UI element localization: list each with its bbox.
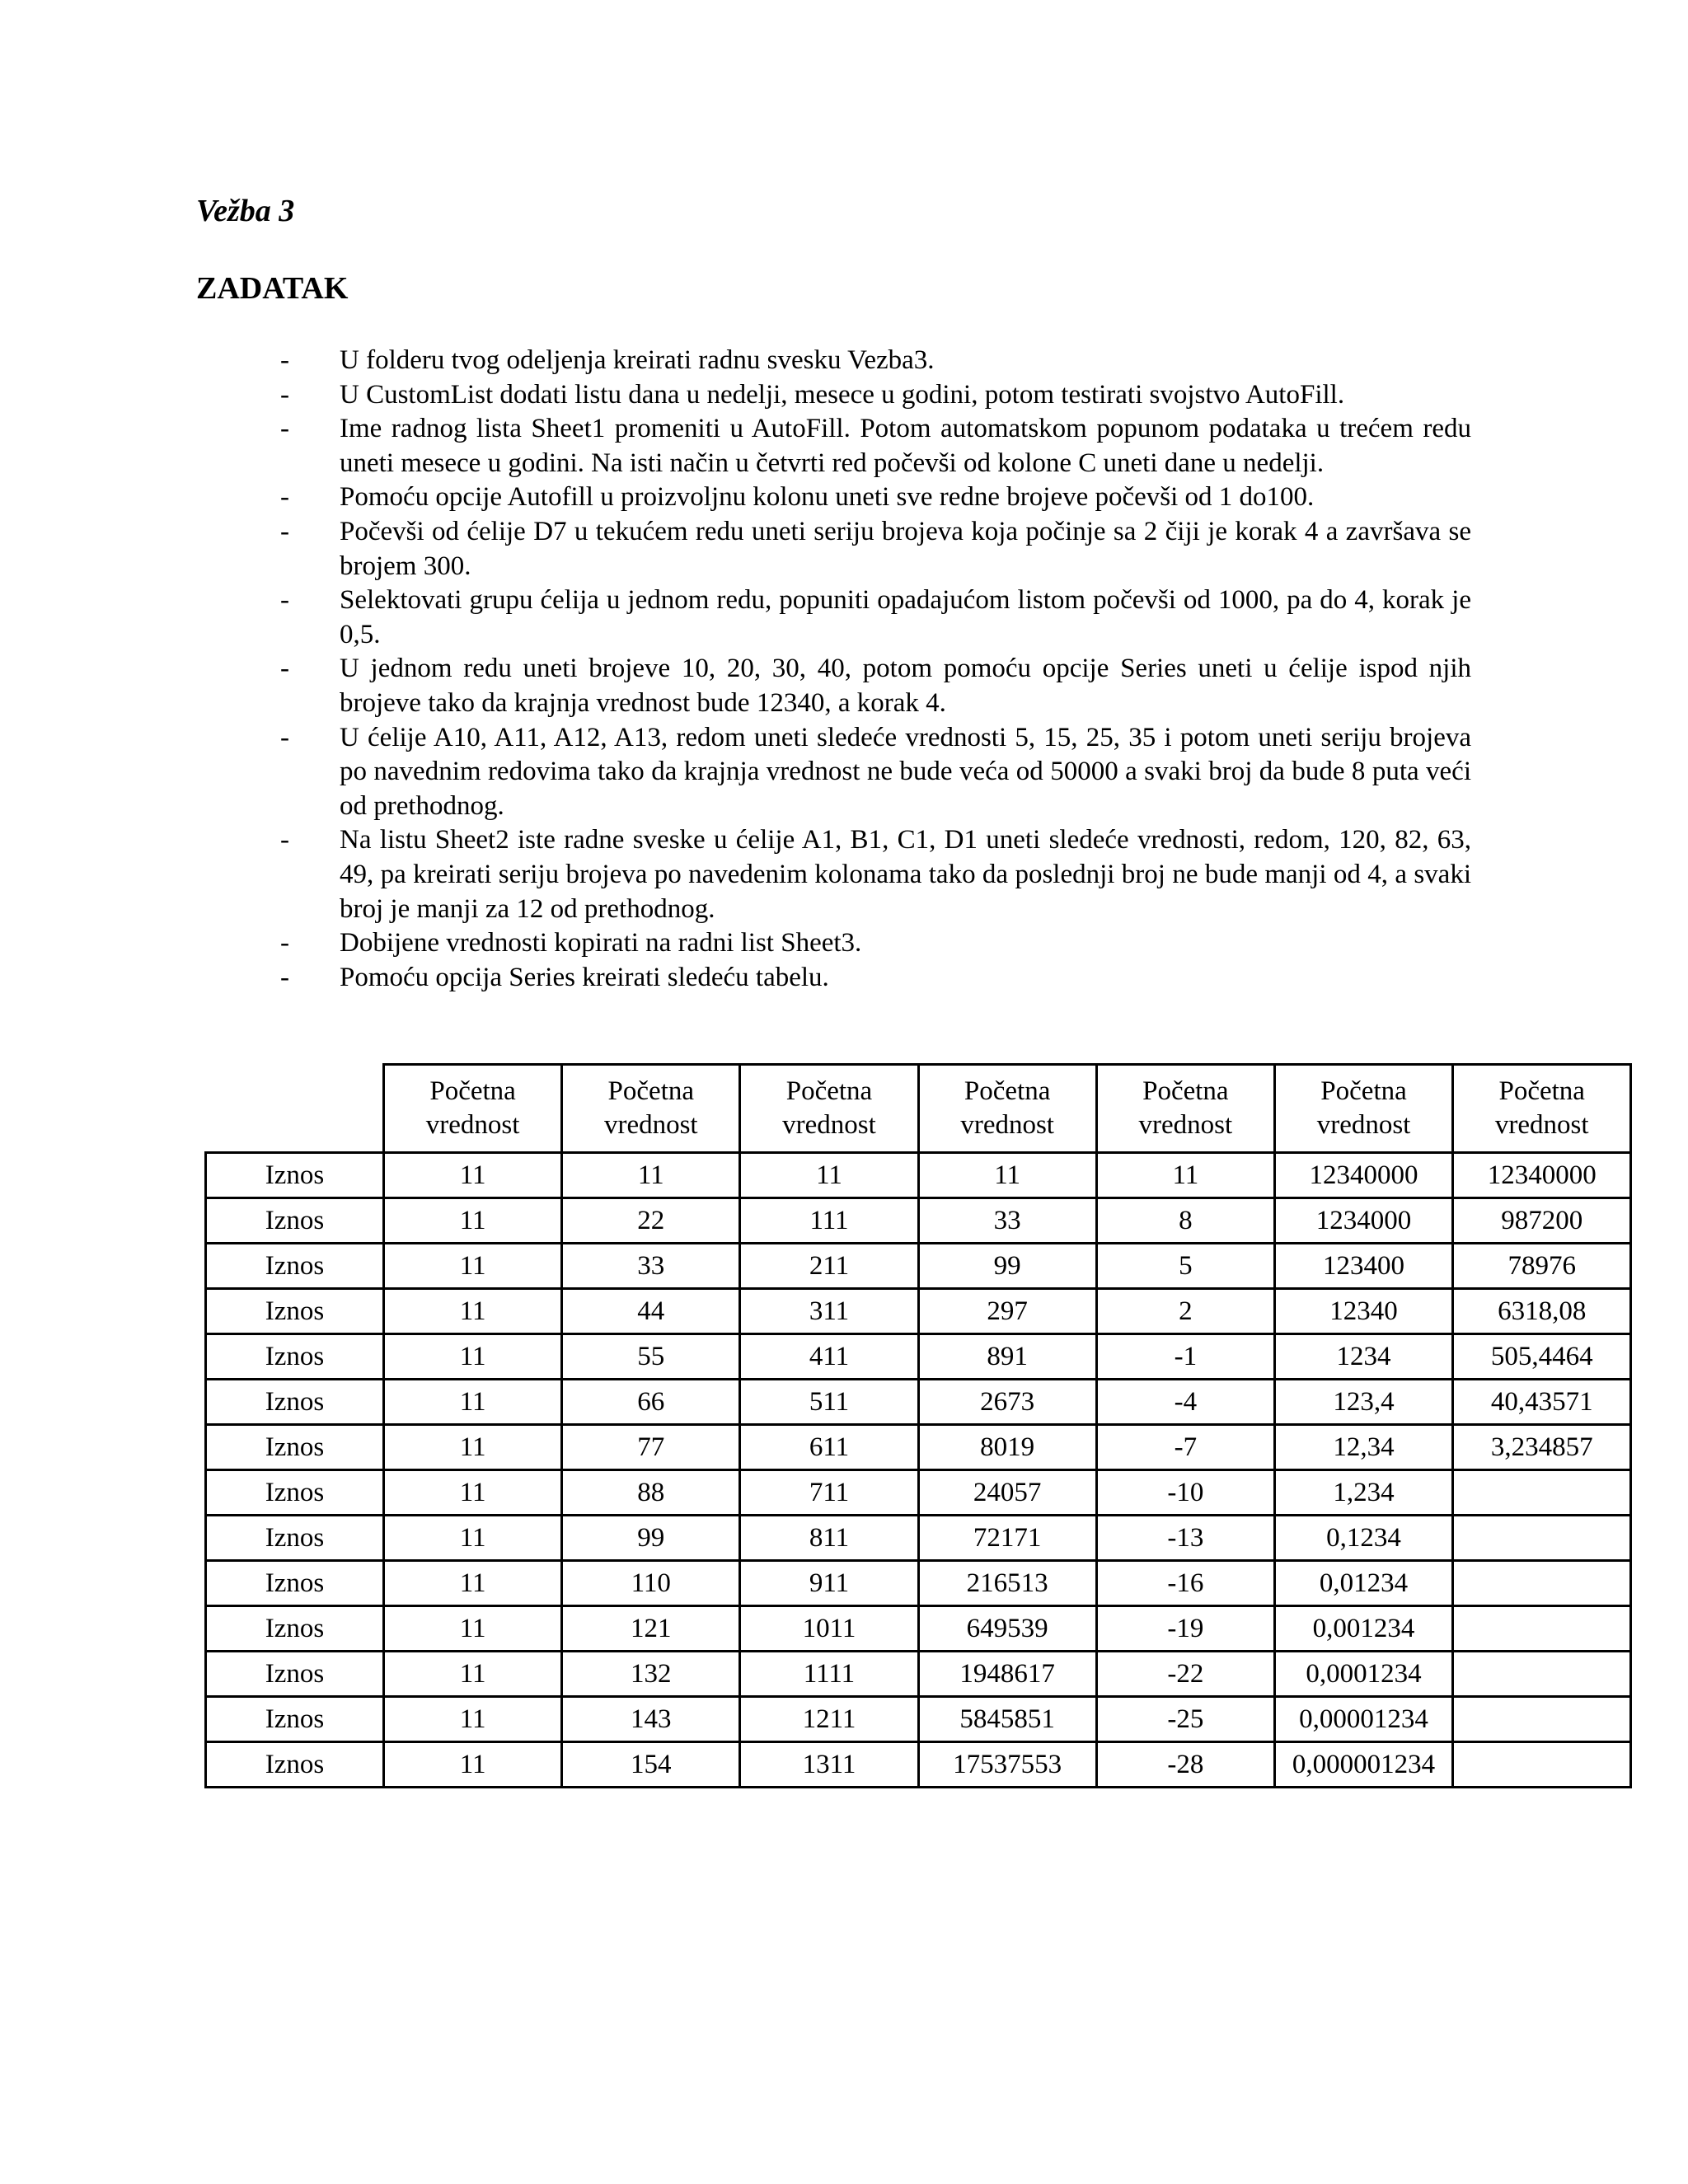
row-label-cell: Iznos: [206, 1652, 384, 1697]
list-bullet: -: [280, 825, 289, 855]
row-label-cell: Iznos: [206, 1334, 384, 1380]
table-cell: 511: [740, 1380, 918, 1425]
table-cell: 55: [562, 1334, 740, 1380]
table-cell: 0,01234: [1274, 1561, 1452, 1606]
list-item: [280, 378, 1471, 413]
table-cell: 1234: [1274, 1334, 1452, 1380]
table-cell: 216513: [918, 1561, 1096, 1606]
table-cell: -19: [1096, 1606, 1274, 1652]
row-label-cell: Iznos: [206, 1561, 384, 1606]
task-text: Ime radnog lista Sheet1 promeniti u AutoFill. Potom automatskom popunom podataka u trećem redu uneti mesece u godini. Na isti način u četvrti red počevši od kolone C uneti dane u nedelji.: [340, 414, 1471, 478]
list-item: [280, 652, 1471, 720]
table-cell: 505,4464: [1453, 1334, 1631, 1380]
table-cell: -25: [1096, 1697, 1274, 1742]
list-bullet: -: [280, 379, 289, 410]
table-cell: 11: [384, 1153, 562, 1198]
task-text: Pomoću opcija Series kreirati sledeću tabelu.: [340, 962, 829, 992]
row-label-cell: Iznos: [206, 1425, 384, 1470]
column-header: Početna vrednost: [740, 1065, 918, 1153]
list-bullet: -: [280, 482, 289, 513]
table-cell: 11: [384, 1697, 562, 1742]
table-cell: 77: [562, 1425, 740, 1470]
table-cell: 649539: [918, 1606, 1096, 1652]
column-header: Početna vrednost: [384, 1065, 562, 1153]
table-cell: 297: [918, 1289, 1096, 1334]
table-cell: 44: [562, 1289, 740, 1334]
series-table: [204, 1063, 1632, 1788]
table-row: [206, 1697, 1631, 1742]
table-cell: 11: [918, 1153, 1096, 1198]
table-row: [206, 1516, 1631, 1561]
row-label-cell: Iznos: [206, 1380, 384, 1425]
table-cell: 123400: [1274, 1244, 1452, 1289]
table-row: [206, 1742, 1631, 1788]
exercise-title: Vežba 3: [196, 194, 295, 228]
table-row: [206, 1380, 1631, 1425]
row-label-cell: Iznos: [206, 1697, 384, 1742]
table-cell: 5: [1096, 1244, 1274, 1289]
row-label-cell: Iznos: [206, 1606, 384, 1652]
table-cell: 811: [740, 1516, 918, 1561]
table-cell: 24057: [918, 1470, 1096, 1516]
column-header: Početna vrednost: [1274, 1065, 1452, 1153]
task-text: Počevši od ćelije D7 u tekućem redu uneti seriju brojeva koja počinje sa 2 čiji je korak 4 a završava se brojem 300.: [340, 516, 1471, 581]
table-cell: 211: [740, 1244, 918, 1289]
table-cell: 11: [384, 1425, 562, 1470]
table-cell: [1453, 1470, 1631, 1516]
table-cell: 0,1234: [1274, 1516, 1452, 1561]
table-cell: 11: [384, 1470, 562, 1516]
table-row: [206, 1425, 1631, 1470]
table-cell: 1948617: [918, 1652, 1096, 1697]
table-cell: 891: [918, 1334, 1096, 1380]
table-row: [206, 1561, 1631, 1606]
list-bullet: -: [280, 414, 289, 444]
table-cell: 0,001234: [1274, 1606, 1452, 1652]
list-bullet: -: [280, 585, 289, 616]
table-cell: 8: [1096, 1198, 1274, 1244]
column-header: Početna vrednost: [1096, 1065, 1274, 1153]
list-bullet: -: [280, 722, 289, 752]
table-cell: 11: [384, 1380, 562, 1425]
table-cell: -13: [1096, 1516, 1274, 1561]
list-item: [280, 721, 1471, 824]
list-item: [280, 344, 1471, 378]
table-cell: 99: [562, 1516, 740, 1561]
column-header: Početna vrednost: [1453, 1065, 1631, 1153]
task-text: U jednom redu uneti brojeve 10, 20, 30, 40, potom pomoću opcije Series uneti u ćelije ispod njih brojeve tako da krajnja vrednost bude 12340, a korak 4.: [340, 654, 1471, 718]
table-cell: 11: [562, 1153, 740, 1198]
table-cell: 0,000001234: [1274, 1742, 1452, 1788]
table-cell: -22: [1096, 1652, 1274, 1697]
table-cell: -10: [1096, 1470, 1274, 1516]
table-cell: -16: [1096, 1561, 1274, 1606]
table-cell: 611: [740, 1425, 918, 1470]
list-item: [280, 583, 1471, 652]
table-cell: 1234000: [1274, 1198, 1452, 1244]
table-cell: 33: [562, 1244, 740, 1289]
row-label-cell: Iznos: [206, 1244, 384, 1289]
table-cell: 11: [384, 1516, 562, 1561]
table-cell: 1111: [740, 1652, 918, 1697]
table-cell: -4: [1096, 1380, 1274, 1425]
table-row: [206, 1652, 1631, 1697]
table-cell: 1011: [740, 1606, 918, 1652]
table-cell: 40,43571: [1453, 1380, 1631, 1425]
table-cell: 11: [384, 1561, 562, 1606]
table-row: [206, 1470, 1631, 1516]
row-label-cell: Iznos: [206, 1742, 384, 1788]
table-cell: 0,00001234: [1274, 1697, 1452, 1742]
table-cell: [1453, 1606, 1631, 1652]
list-item: [280, 480, 1471, 515]
task-list: [280, 344, 1471, 995]
table-cell: [1453, 1516, 1631, 1561]
table-cell: 1,234: [1274, 1470, 1452, 1516]
table-cell: 6318,08: [1453, 1289, 1631, 1334]
row-label-cell: Iznos: [206, 1470, 384, 1516]
row-label-cell: Iznos: [206, 1198, 384, 1244]
list-bullet: -: [280, 516, 289, 546]
task-text: U ćelije A10, A11, A12, A13, redom uneti sledeće vrednosti 5, 15, 25, 35 i potom uneti seriju brojeva po navednim redovima tako da krajnja vrednost ne bude veća od 50000 a svaki broj da bude 8 puta veći od prethodnog.: [340, 722, 1471, 821]
column-header: Početna vrednost: [562, 1065, 740, 1153]
table-cell: 12340000: [1274, 1153, 1452, 1198]
table-corner-cell: [206, 1065, 384, 1153]
table-cell: 110: [562, 1561, 740, 1606]
task-text: Na listu Sheet2 iste radne sveske u ćelije A1, B1, C1, D1 uneti sledeće vrednosti, redom, 120, 82, 63, 49, pa kreirati seriju brojeva po navedenim kolonama tako da poslednji broj ne bude manji od 4, a svaki broj je manji za 12 od prethodnog.: [340, 825, 1471, 924]
table-cell: 33: [918, 1198, 1096, 1244]
table-cell: 12,34: [1274, 1425, 1452, 1470]
list-bullet: -: [280, 654, 289, 684]
table-cell: 143: [562, 1697, 740, 1742]
table-cell: 0,0001234: [1274, 1652, 1452, 1697]
table-cell: 11: [740, 1153, 918, 1198]
table-cell: 111: [740, 1198, 918, 1244]
list-bullet: -: [280, 962, 289, 992]
list-item: [280, 515, 1471, 583]
table-cell: -1: [1096, 1334, 1274, 1380]
table-cell: 99: [918, 1244, 1096, 1289]
table-row: [206, 1198, 1631, 1244]
list-item: [280, 412, 1471, 480]
table-cell: 11: [384, 1606, 562, 1652]
row-label-cell: Iznos: [206, 1516, 384, 1561]
table-cell: 11: [384, 1652, 562, 1697]
list-item: [280, 961, 1471, 996]
table-cell: 1211: [740, 1697, 918, 1742]
list-bullet: -: [280, 928, 289, 958]
column-header: Početna vrednost: [918, 1065, 1096, 1153]
table-row: [206, 1153, 1631, 1198]
table-cell: 12340: [1274, 1289, 1452, 1334]
list-bullet: -: [280, 345, 289, 375]
table-cell: -7: [1096, 1425, 1274, 1470]
table-cell: 121: [562, 1606, 740, 1652]
table-cell: 5845851: [918, 1697, 1096, 1742]
task-text: U CustomList dodati listu dana u nedelji, mesece u godini, potom testirati svojstvo AutoFill.: [340, 379, 1345, 410]
table-cell: 411: [740, 1334, 918, 1380]
row-label-cell: Iznos: [206, 1153, 384, 1198]
table-cell: 132: [562, 1652, 740, 1697]
list-item: [280, 823, 1471, 926]
task-heading: ZADATAK: [196, 271, 349, 306]
table-row: [206, 1289, 1631, 1334]
table-row: [206, 1606, 1631, 1652]
table-cell: -28: [1096, 1742, 1274, 1788]
table-cell: 987200: [1453, 1198, 1631, 1244]
table-cell: 88: [562, 1470, 740, 1516]
list-item: [280, 926, 1471, 961]
table-cell: 78976: [1453, 1244, 1631, 1289]
table-cell: 711: [740, 1470, 918, 1516]
table-cell: 11: [384, 1742, 562, 1788]
table-cell: 154: [562, 1742, 740, 1788]
table-cell: 11: [384, 1198, 562, 1244]
task-text: Pomoću opcije Autofill u proizvoljnu kolonu uneti sve redne brojeve počevši od 1 do100.: [340, 482, 1315, 513]
task-text: Dobijene vrednosti kopirati na radni list Sheet3.: [340, 928, 862, 958]
table-header-row: [206, 1065, 1631, 1153]
table-cell: 911: [740, 1561, 918, 1606]
table-cell: [1453, 1742, 1631, 1788]
table-cell: 11: [384, 1289, 562, 1334]
table-cell: 11: [1096, 1153, 1274, 1198]
table-cell: 11: [384, 1244, 562, 1289]
table-cell: [1453, 1652, 1631, 1697]
task-text: U folderu tvog odeljenja kreirati radnu svesku Vezba3.: [340, 345, 935, 375]
table-cell: 66: [562, 1380, 740, 1425]
table-body: [206, 1153, 1631, 1788]
table-cell: 2: [1096, 1289, 1274, 1334]
table-cell: 22: [562, 1198, 740, 1244]
table-cell: 72171: [918, 1516, 1096, 1561]
table-cell: 12340000: [1453, 1153, 1631, 1198]
table-cell: [1453, 1697, 1631, 1742]
table-cell: 123,4: [1274, 1380, 1452, 1425]
table-cell: 311: [740, 1289, 918, 1334]
table-row: [206, 1334, 1631, 1380]
table-cell: 8019: [918, 1425, 1096, 1470]
table-cell: [1453, 1561, 1631, 1606]
table-row: [206, 1244, 1631, 1289]
table-cell: 2673: [918, 1380, 1096, 1425]
table-cell: 1311: [740, 1742, 918, 1788]
row-label-cell: Iznos: [206, 1289, 384, 1334]
table-cell: 11: [384, 1334, 562, 1380]
series-table-container: [204, 1063, 1632, 1788]
task-text: Selektovati grupu ćelija u jednom redu, popuniti opadajućom listom počevši od 1000, pa do 4, korak je 0,5.: [340, 585, 1471, 649]
table-cell: 17537553: [918, 1742, 1096, 1788]
table-cell: 3,234857: [1453, 1425, 1631, 1470]
